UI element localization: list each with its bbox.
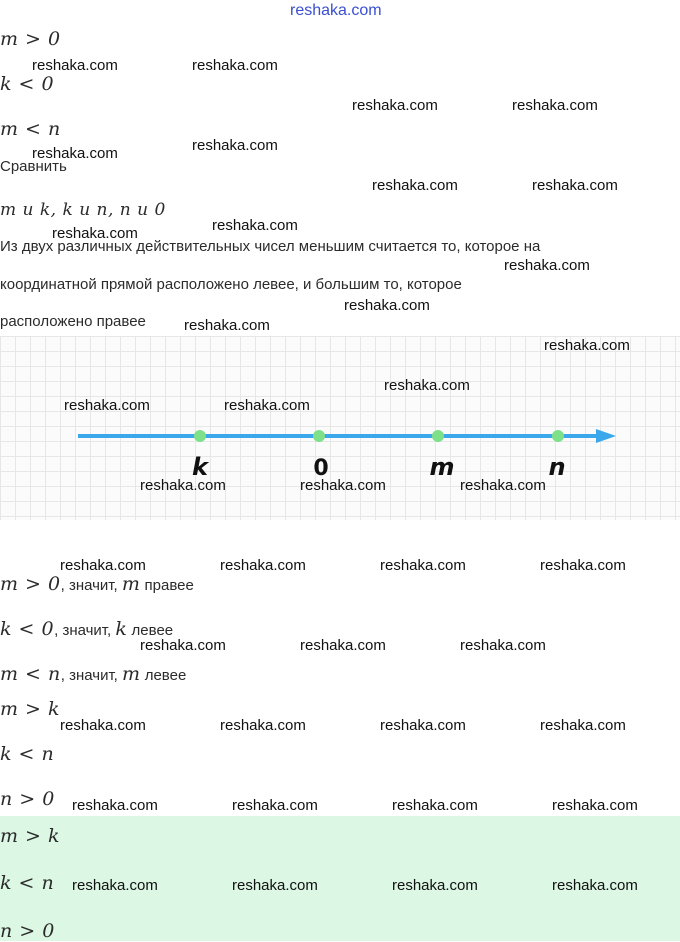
- watermark: reshaka.com: [212, 217, 298, 234]
- explanation-line-3: расположено правее: [0, 313, 146, 330]
- watermark: reshaka.com: [540, 557, 626, 574]
- watermark: reshaka.com: [224, 397, 310, 414]
- watermark: reshaka.com: [372, 177, 458, 194]
- watermark: reshaka.com: [344, 297, 430, 314]
- watermark: reshaka.com: [380, 717, 466, 734]
- label-k: k: [192, 453, 208, 481]
- watermark: reshaka.com: [192, 137, 278, 154]
- reasoning-6: n > 0: [0, 788, 55, 810]
- given-mn: m < n: [0, 118, 61, 140]
- watermark: reshaka.com: [552, 877, 638, 894]
- watermark: reshaka.com: [504, 257, 590, 274]
- reasoning-1: m > 0, значит, m правее: [0, 573, 194, 595]
- watermark: reshaka.com: [392, 877, 478, 894]
- point-0: [313, 430, 325, 442]
- watermark: reshaka.com: [384, 377, 470, 394]
- explanation-line-1: Из двух различных действительных чисел меньшим считается то, которое на: [0, 238, 541, 255]
- watermark: reshaka.com: [540, 717, 626, 734]
- watermark: reshaka.com: [532, 177, 618, 194]
- watermark: reshaka.com: [544, 337, 630, 354]
- watermark: reshaka.com: [232, 797, 318, 814]
- watermark: reshaka.com: [460, 477, 546, 494]
- watermark: reshaka.com: [380, 557, 466, 574]
- label-m: m: [429, 453, 455, 481]
- watermark: reshaka.com: [352, 97, 438, 114]
- watermark: reshaka.com: [552, 797, 638, 814]
- watermark: reshaka.com: [72, 877, 158, 894]
- watermark: reshaka.com: [220, 557, 306, 574]
- watermark: reshaka.com: [72, 797, 158, 814]
- watermark: reshaka.com: [32, 145, 118, 162]
- point-k: [194, 430, 206, 442]
- site-link[interactable]: reshaka.com: [290, 2, 382, 19]
- point-n: [552, 430, 564, 442]
- label-0: 0: [313, 456, 329, 481]
- explanation-line-2: координатной прямой расположено левее, и большим то, которое: [0, 276, 462, 293]
- watermark: reshaka.com: [460, 637, 546, 654]
- reasoning-2: k < 0, значит, k левее: [0, 618, 174, 640]
- watermark: reshaka.com: [300, 477, 386, 494]
- reasoning-4: m > k: [0, 698, 61, 720]
- point-m: [432, 430, 444, 442]
- answer-1: m > k: [0, 825, 61, 847]
- label-n: n: [548, 453, 566, 481]
- reasoning-3: m < n, значит, m левее: [0, 663, 187, 685]
- task-heading: Сравнить: [0, 158, 67, 175]
- watermark: reshaka.com: [140, 477, 226, 494]
- watermark: reshaka.com: [300, 637, 386, 654]
- watermark: reshaka.com: [32, 57, 118, 74]
- arrow-head-icon: [596, 429, 616, 443]
- watermark: reshaka.com: [192, 57, 278, 74]
- watermark: reshaka.com: [232, 877, 318, 894]
- watermark: reshaka.com: [392, 797, 478, 814]
- watermark: reshaka.com: [64, 397, 150, 414]
- task-pairs: m и k, k и n, n и 0: [0, 200, 166, 220]
- reasoning-5: k < n: [0, 743, 55, 765]
- given-k: k < 0: [0, 73, 55, 95]
- answer-2: k < n: [0, 872, 55, 894]
- watermark: reshaka.com: [52, 225, 138, 242]
- watermark: reshaka.com: [140, 637, 226, 654]
- watermark: reshaka.com: [220, 717, 306, 734]
- watermark: reshaka.com: [184, 317, 270, 334]
- given-m: m > 0: [0, 28, 61, 50]
- answer-3: n > 0: [0, 920, 55, 942]
- watermark: reshaka.com: [60, 717, 146, 734]
- watermark: reshaka.com: [60, 557, 146, 574]
- watermark: reshaka.com: [512, 97, 598, 114]
